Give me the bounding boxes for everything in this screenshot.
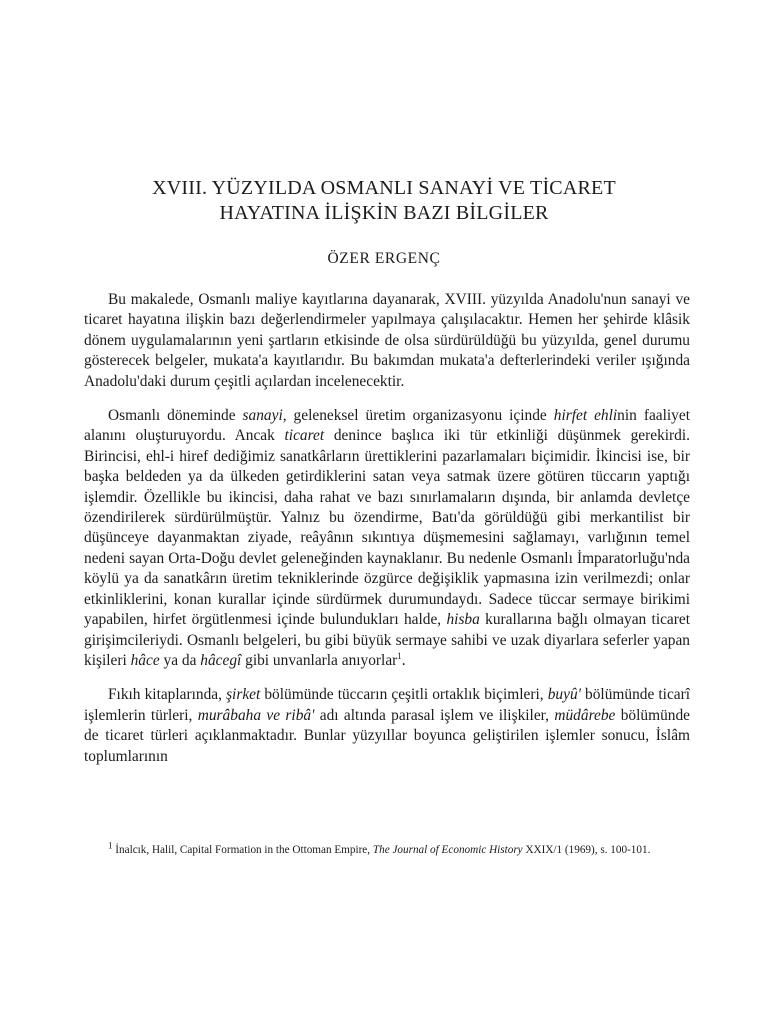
text-span: nin faaliyet alanını oluşturuyordu. Ancak [84, 407, 690, 445]
text-span: Osmanlı döneminde [108, 407, 243, 425]
paragraph-3 [84, 685, 690, 767]
italic-term: müdârebe [554, 706, 616, 724]
author-name: ÖZER ERGENÇ [327, 250, 441, 267]
article-body [84, 290, 690, 767]
footnote-marker[interactable]: 1 [397, 650, 402, 661]
text-span: bölümünde tüccarın çeşitli ortaklık biçimleri, [260, 686, 548, 704]
title-line-2: HAYATINA İLİŞKİN BAZI BİLGİLER [219, 202, 549, 224]
text-span: gibi unvanlarla anıyorlar [241, 651, 398, 669]
italic-term: ticaret [284, 427, 325, 445]
text-span: Fıkıh kitaplarında, [108, 686, 227, 704]
text-span: . [401, 651, 406, 669]
text-span: bölümünde ticarî işlemlerin türleri, [84, 686, 691, 724]
italic-term: hâce [130, 651, 160, 669]
text-span: ya da [159, 651, 201, 669]
text-span: bölümünde de ticaret türleri açıklanmaktadır. Bunlar yüzyıllar boyunca geliştirilen işlemler sonucu, İslâm toplumlarının [84, 706, 690, 765]
italic-term: hisba [446, 611, 480, 629]
journal-title: The Journal of Economic History [372, 844, 523, 856]
footnote [84, 842, 690, 859]
text-span: adı altında parasal işlem ve ilişkiler, [314, 706, 555, 724]
italic-term: şirket [226, 686, 261, 704]
italic-term: sanayi, [242, 407, 287, 425]
text-span: geleneksel üretim organizasyonu içinde [286, 407, 554, 425]
text-span: kurallarına bağlı olmayan ticaret girişimcileriydi. Osmanlı belgeleri, bu gibi büyük sermaye sahibi ve uzak diyarlara seferler yapan kişileri [84, 611, 690, 669]
text-span: XXIX/1 (1969), s. 100-101. [522, 844, 651, 856]
italic-term: hâcegî [200, 651, 242, 669]
paragraph-1: Bu makalede, Osmanlı maliye kayıtlarına dayanarak, XVIII. yüzyılda Anadolu'nun sanayi ve ticaret hayatına ilişkin bazı değerlendirmeler yapılmaya çalışılacaktır. Hemen her şehirde klâsik dönem uygulamalarının yeni şartların etkisinde de olsa sürdürüldüğü bu yüzyılda, genel durumu gösterecek belgeler, mukata'a kayıtlarıdır. Bu bakımdan mukata'a defterlerindeki veriler ışığında Anadolu'daki durum çeşitli açılardan incelenecektir. [84, 291, 690, 390]
article-title [0, 176, 768, 226]
italic-term: murâbaha ve ribâ' [197, 706, 315, 724]
footnote-number: 1 [108, 840, 113, 851]
paragraph-2 [84, 406, 690, 671]
italic-term: buyû' [547, 686, 581, 704]
italic-term: hirfet ehli [553, 407, 618, 425]
text-span: İnalcık, Halil, Capital Formation in the Ottoman Empire, [112, 844, 373, 856]
title-line-1: XVIII. YÜZYILDA OSMANLI SANAYİ VE TİCARET [152, 177, 616, 199]
text-span: denince başlıca iki tür etkinliği düşünmek gerekirdi. Birincisi, ehl-i hiref dediğimiz sanatkârların ürettiklerini pazarlamaları biçimidir. İkincisi ise, bir başka beldeden ya da ülkeden getirdiklerini satan veya satmak üzere götüren tüccarın yaptığı işlemdir. Özellikle bu ikincisi, daha rahat ve bazı sınırlamaların dışında, bir anlamda devletçe özendirilerek sürdürülmüştür. Yalnız bu özendirme, Batı'da görüldüğü gibi merkantilist bir düşünceye dayanmaktan ziyade, reâyânın sıkıntıya düşmemesini sağlamayı, varlığının temel nedeni sayan Orta-Doğu devlet geleneğinden kaynaklanır. Bu nedenle Osmanlı İmparatorluğu'nda köylü ya da sanatkârın üretim tekniklerinde özgürce değişiklik yapmasına izin verilmezdi; onlar etkinliklerini, konan kurallar içinde sürdürmek durumundaydı. Sadece tüccar sermaye birikimi yapabilen, hirfet örgütlenmesi içinde bulundukları halde, [84, 427, 690, 629]
